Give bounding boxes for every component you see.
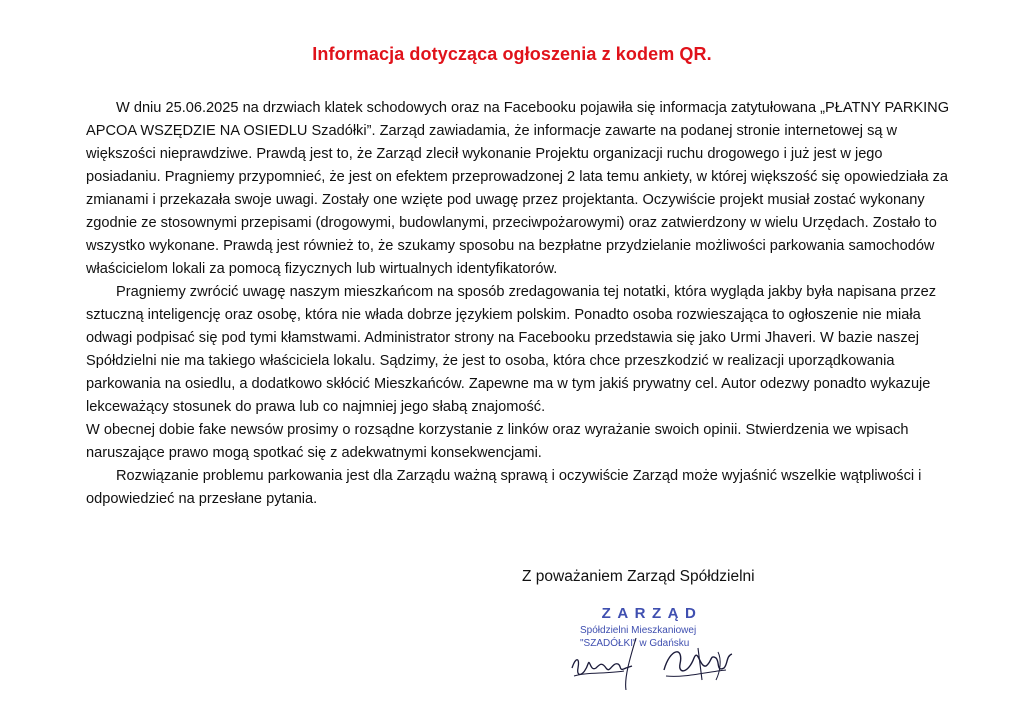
signature-left — [572, 660, 632, 675]
document-title: Informacja dotycząca ogłoszenia z kodem QR. — [312, 44, 712, 64]
signature-right — [664, 652, 732, 671]
signoff-text: Z poważaniem Zarząd Spółdzielni — [522, 568, 755, 585]
stamp-line-1: Spółdzielni Mieszkaniowej — [580, 625, 697, 636]
document-body — [86, 97, 954, 511]
paragraph-3: W obecnej dobie fake newsów prosimy o rozsądne korzystanie z linków oraz wyrażanie swoich opinii. Stwierdzenia we wpisach naruszające prawo mogą spotkać się z adekwatnymi konsekwencjami. — [86, 422, 909, 461]
paragraph-1: W dniu 25.06.2025 na drzwiach klatek schodowych oraz na Facebooku pojawiła się informacja zatytułowana „PŁATNY PARKING APCOA WSZĘDZIE NA OSIEDLU Szadółki”. Zarząd zawiadamia, że informacje zawarte na podanej stronie internetowej są w większości nieprawdziwe. Prawdą jest to, że Zarząd zlecił wykonanie Projektu organizacji ruchu drogowego i już jest w jego posiadaniu. Pragniemy przypomnieć, że jest on efektem przeprowadzonej 2 lata temu ankiety, w której większość się opowiedziała za zmianami i przekazała swoje uwagi. Zostały one wzięte pod uwagę przez projektanta. Oczywiście projekt musiał zostać wykonany zgodnie ze stosownymi przepisami (drogowymi, budowlanymi, przeciwpożarowymi) oraz zatwierdzony w wielu Urzędach. Zostało to wszystko wykonane. Prawdą jest również to, że szukamy sposobu na bezpłatne przydzielanie możliwości parkowania samochodów właścicielom lokali za pomocą fizycznych lub wirtualnych identyfikatorów. — [86, 100, 950, 277]
paragraph-4: Rozwiązanie problemu parkowania jest dla Zarządu ważną sprawą i oczywiście Zarząd może wyjaśnić wszelkie wątpliwości i odpowiedzieć na przesłane pytania. — [86, 468, 922, 507]
stamp-heading: ZARZĄD — [601, 605, 703, 622]
board-stamp-with-signatures — [566, 598, 738, 690]
stamp-line-2: "SZADÓŁKI" w Gdańsku — [580, 638, 690, 649]
paragraph-2: Pragniemy zwrócić uwagę naszym mieszkańcom na sposób zredagowania tej notatki, która wygląda jakby była napisana przez sztuczną inteligencję oraz osobę, która nie włada dobrze językiem polskim. Ponadto osoba rozwieszająca to ogłoszenie nie miała odwagi podpisać się pod tymi kłamstwami. Administrator strony na Facebooku przedstawia się jako Urmi Jhaveri. W bazie naszej Spółdzielni nie ma takiego właściciela lokalu. Sądzimy, że jest to osoba, która chce przeszkodzić w realizacji uporządkowania parkowania na osiedlu, a dodatkowo skłócić Mieszkańców. Zapewne ma w tym jakiś prywatny cel. Autor odezwy ponadto wykazuje lekceważący stosunek do prawa lub co najmniej jego słabą znajomość. — [86, 284, 937, 415]
